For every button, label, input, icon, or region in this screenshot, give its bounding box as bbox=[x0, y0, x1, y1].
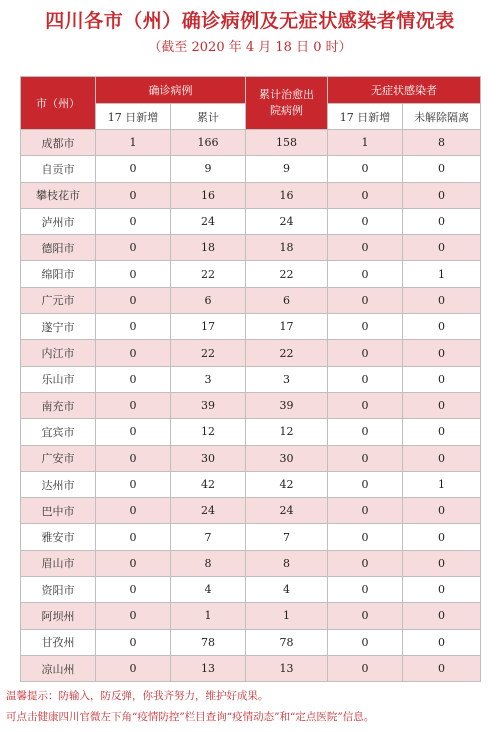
confirmed-total-cell: 39 bbox=[171, 392, 246, 418]
table-row bbox=[21, 392, 481, 418]
confirmed-total-cell: 42 bbox=[171, 471, 246, 497]
cured-cell: 17 bbox=[246, 314, 328, 340]
confirmed-total-cell: 13 bbox=[171, 655, 246, 681]
city-cell: 达州市 bbox=[21, 471, 96, 497]
city-cell: 雅安市 bbox=[21, 524, 96, 550]
confirmed-total-cell: 9 bbox=[171, 156, 246, 182]
city-cell: 内江市 bbox=[21, 340, 96, 366]
cured-cell: 8 bbox=[246, 550, 328, 576]
asym-isolation-cell: 0 bbox=[403, 235, 481, 261]
header-confirmed-total: 累计 bbox=[171, 104, 246, 130]
header-city: 市（州） bbox=[21, 77, 96, 130]
asym-new-cell: 0 bbox=[328, 471, 403, 497]
city-cell: 广元市 bbox=[21, 287, 96, 313]
confirmed-total-cell: 7 bbox=[171, 524, 246, 550]
city-cell: 绵阳市 bbox=[21, 261, 96, 287]
confirmed-total-cell: 6 bbox=[171, 287, 246, 313]
confirmed-new-cell: 0 bbox=[96, 208, 171, 234]
confirmed-new-cell: 0 bbox=[96, 235, 171, 261]
asym-isolation-cell: 0 bbox=[403, 392, 481, 418]
table-row bbox=[21, 130, 481, 156]
header-asym-unreleased: 未解除隔离 bbox=[403, 104, 481, 130]
asym-isolation-cell: 0 bbox=[403, 366, 481, 392]
table-row bbox=[21, 287, 481, 313]
table-row bbox=[21, 314, 481, 340]
confirmed-total-cell: 12 bbox=[171, 419, 246, 445]
asym-new-cell: 0 bbox=[328, 655, 403, 681]
table-row bbox=[21, 261, 481, 287]
confirmed-new-cell: 0 bbox=[96, 603, 171, 629]
page-title: 四川各市（州）确诊病例及无症状感染者情况表 bbox=[45, 10, 455, 32]
city-cell: 成都市 bbox=[21, 130, 96, 156]
city-cell: 阿坝州 bbox=[21, 603, 96, 629]
confirmed-total-cell: 1 bbox=[171, 603, 246, 629]
confirmed-new-cell: 0 bbox=[96, 340, 171, 366]
asym-isolation-cell: 0 bbox=[403, 314, 481, 340]
table-body bbox=[21, 130, 481, 682]
confirmed-new-cell: 0 bbox=[96, 524, 171, 550]
asym-isolation-cell: 0 bbox=[403, 603, 481, 629]
asym-new-cell: 0 bbox=[328, 287, 403, 313]
table-row bbox=[21, 498, 481, 524]
header-asym-new: 17 日新增 bbox=[328, 104, 403, 130]
confirmed-new-cell: 0 bbox=[96, 655, 171, 681]
asym-isolation-cell: 0 bbox=[403, 655, 481, 681]
table-row bbox=[21, 419, 481, 445]
city-cell: 凉山州 bbox=[21, 655, 96, 681]
confirmed-total-cell: 16 bbox=[171, 182, 246, 208]
table-row bbox=[21, 366, 481, 392]
asym-isolation-cell: 0 bbox=[403, 419, 481, 445]
cured-cell: 30 bbox=[246, 445, 328, 471]
table-row bbox=[21, 156, 481, 182]
confirmed-total-cell: 78 bbox=[171, 629, 246, 655]
table-row bbox=[21, 577, 481, 603]
confirmed-total-cell: 166 bbox=[171, 130, 246, 156]
confirmed-new-cell: 1 bbox=[96, 130, 171, 156]
table-row bbox=[21, 629, 481, 655]
confirmed-total-cell: 30 bbox=[171, 445, 246, 471]
confirmed-total-cell: 8 bbox=[171, 550, 246, 576]
asym-new-cell: 0 bbox=[328, 182, 403, 208]
page-subtitle: （截至 2020 年 4 月 18 日 0 时） bbox=[148, 40, 352, 55]
table-row bbox=[21, 235, 481, 261]
confirmed-total-cell: 3 bbox=[171, 366, 246, 392]
cured-cell: 4 bbox=[246, 577, 328, 603]
city-cell: 巴中市 bbox=[21, 498, 96, 524]
table-row bbox=[21, 445, 481, 471]
asym-new-cell: 0 bbox=[328, 156, 403, 182]
asym-new-cell: 0 bbox=[328, 208, 403, 234]
confirmed-new-cell: 0 bbox=[96, 498, 171, 524]
asym-new-cell: 0 bbox=[328, 314, 403, 340]
table-row bbox=[21, 471, 481, 497]
confirmed-new-cell: 0 bbox=[96, 314, 171, 340]
table-row bbox=[21, 655, 481, 681]
city-cell: 南充市 bbox=[21, 392, 96, 418]
header-cured bbox=[246, 77, 328, 130]
confirmed-new-cell: 0 bbox=[96, 182, 171, 208]
asym-new-cell: 0 bbox=[328, 603, 403, 629]
asym-isolation-cell: 0 bbox=[403, 445, 481, 471]
city-cell: 资阳市 bbox=[21, 577, 96, 603]
confirmed-total-cell: 17 bbox=[171, 314, 246, 340]
cured-cell: 18 bbox=[246, 235, 328, 261]
cured-cell: 158 bbox=[246, 130, 328, 156]
asym-new-cell: 0 bbox=[328, 366, 403, 392]
asym-new-cell: 0 bbox=[328, 577, 403, 603]
confirmed-total-cell: 4 bbox=[171, 577, 246, 603]
city-cell: 泸州市 bbox=[21, 208, 96, 234]
header-cured-line2: 院病例 bbox=[270, 104, 303, 117]
city-cell: 遂宁市 bbox=[21, 314, 96, 340]
header-cured-line1: 累计治愈出 bbox=[259, 88, 314, 101]
confirmed-total-cell: 22 bbox=[171, 340, 246, 366]
asym-isolation-cell: 0 bbox=[403, 524, 481, 550]
cured-cell: 6 bbox=[246, 287, 328, 313]
asym-new-cell: 0 bbox=[328, 261, 403, 287]
city-cell: 眉山市 bbox=[21, 550, 96, 576]
city-cell: 自贡市 bbox=[21, 156, 96, 182]
asym-new-cell: 0 bbox=[328, 550, 403, 576]
cured-cell: 24 bbox=[246, 498, 328, 524]
cured-cell: 22 bbox=[246, 340, 328, 366]
city-cell: 宜宾市 bbox=[21, 419, 96, 445]
confirmed-new-cell: 0 bbox=[96, 550, 171, 576]
asym-new-cell: 0 bbox=[328, 392, 403, 418]
confirmed-new-cell: 0 bbox=[96, 419, 171, 445]
table-row bbox=[21, 603, 481, 629]
asym-isolation-cell: 0 bbox=[403, 629, 481, 655]
confirmed-new-cell: 0 bbox=[96, 629, 171, 655]
asym-new-cell: 0 bbox=[328, 498, 403, 524]
cured-cell: 78 bbox=[246, 629, 328, 655]
cured-cell: 42 bbox=[246, 471, 328, 497]
confirmed-new-cell: 0 bbox=[96, 445, 171, 471]
asym-new-cell: 0 bbox=[328, 445, 403, 471]
confirmed-new-cell: 0 bbox=[96, 366, 171, 392]
footer-tip: 温馨提示：防输入，防反弹，你我齐努力，维护好成果。 bbox=[6, 690, 269, 702]
asym-new-cell: 0 bbox=[328, 524, 403, 550]
cured-cell: 1 bbox=[246, 603, 328, 629]
asym-new-cell: 0 bbox=[328, 419, 403, 445]
cured-cell: 13 bbox=[246, 655, 328, 681]
asym-isolation-cell: 0 bbox=[403, 156, 481, 182]
cured-cell: 24 bbox=[246, 208, 328, 234]
city-cell: 德阳市 bbox=[21, 235, 96, 261]
footer-note: 可点击健康四川官微左下角“疫情防控”栏目查询“疫情动态”和“定点医院”信息。 bbox=[6, 711, 375, 723]
cured-cell: 9 bbox=[246, 156, 328, 182]
table-row bbox=[21, 208, 481, 234]
asym-isolation-cell: 8 bbox=[403, 130, 481, 156]
confirmed-new-cell: 0 bbox=[96, 261, 171, 287]
confirmed-new-cell: 0 bbox=[96, 471, 171, 497]
city-cell: 甘孜州 bbox=[21, 629, 96, 655]
asym-isolation-cell: 0 bbox=[403, 208, 481, 234]
asym-new-cell: 0 bbox=[328, 629, 403, 655]
cured-cell: 12 bbox=[246, 419, 328, 445]
confirmed-total-cell: 24 bbox=[171, 208, 246, 234]
table-row bbox=[21, 524, 481, 550]
confirmed-new-cell: 0 bbox=[96, 156, 171, 182]
confirmed-total-cell: 18 bbox=[171, 235, 246, 261]
cured-cell: 22 bbox=[246, 261, 328, 287]
header-confirmed: 确诊病例 bbox=[96, 77, 246, 104]
asym-isolation-cell: 0 bbox=[403, 287, 481, 313]
confirmed-total-cell: 24 bbox=[171, 498, 246, 524]
table-row bbox=[21, 182, 481, 208]
table-row bbox=[21, 340, 481, 366]
asym-isolation-cell: 0 bbox=[403, 498, 481, 524]
asym-new-cell: 0 bbox=[328, 235, 403, 261]
confirmed-new-cell: 0 bbox=[96, 392, 171, 418]
city-cell: 攀枝花市 bbox=[21, 182, 96, 208]
confirmed-new-cell: 0 bbox=[96, 287, 171, 313]
asym-isolation-cell: 1 bbox=[403, 261, 481, 287]
header-confirmed-new: 17 日新增 bbox=[96, 104, 171, 130]
confirmed-new-cell: 0 bbox=[96, 577, 171, 603]
city-cell: 广安市 bbox=[21, 445, 96, 471]
confirmed-total-cell: 22 bbox=[171, 261, 246, 287]
asym-new-cell: 0 bbox=[328, 340, 403, 366]
cured-cell: 39 bbox=[246, 392, 328, 418]
cured-cell: 3 bbox=[246, 366, 328, 392]
cured-cell: 7 bbox=[246, 524, 328, 550]
asym-isolation-cell: 0 bbox=[403, 550, 481, 576]
city-cell: 乐山市 bbox=[21, 366, 96, 392]
asym-new-cell: 1 bbox=[328, 130, 403, 156]
cured-cell: 16 bbox=[246, 182, 328, 208]
asym-isolation-cell: 0 bbox=[403, 577, 481, 603]
table-row bbox=[21, 550, 481, 576]
asym-isolation-cell: 0 bbox=[403, 340, 481, 366]
header-asymptomatic: 无症状感染者 bbox=[328, 77, 481, 104]
asym-isolation-cell: 0 bbox=[403, 182, 481, 208]
cases-table bbox=[20, 76, 481, 682]
asym-isolation-cell: 1 bbox=[403, 471, 481, 497]
